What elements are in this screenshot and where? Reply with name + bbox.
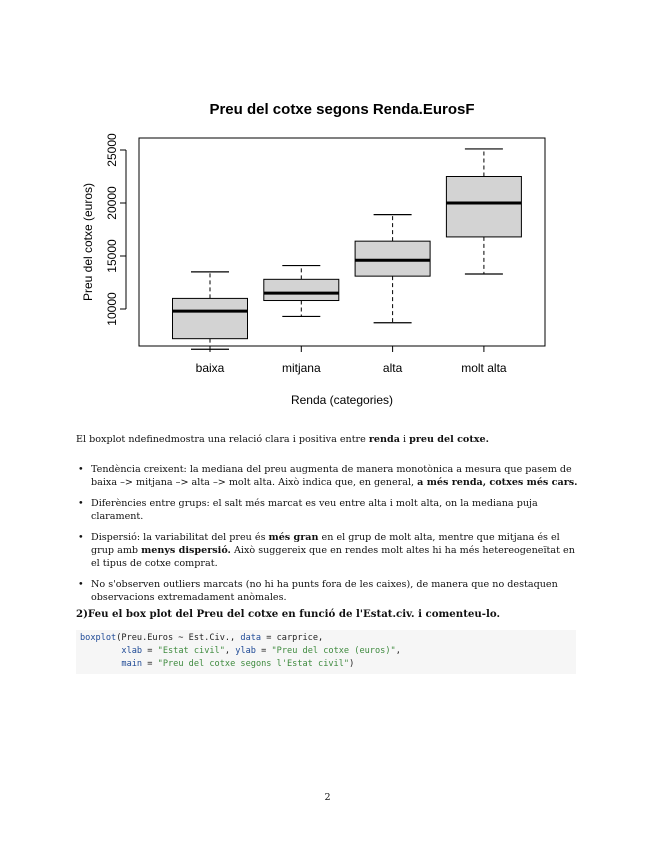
- code-indent: [80, 646, 121, 656]
- code-text: =: [142, 646, 158, 656]
- box-molt-alta: [446, 177, 521, 237]
- bullet-3-suffix: Això suggereix que en rendes molt altes hi ha més hetereogeneïtat en el tipus de cotxe comprat.: [91, 545, 575, 569]
- x-tick-label: molt alta: [461, 361, 507, 375]
- code-text: = carprice,: [261, 633, 324, 643]
- bullet-3-bold-1: més gran: [268, 532, 319, 543]
- code-text: =: [255, 646, 272, 656]
- code-text: =: [142, 659, 158, 669]
- bullet-marker: •: [78, 464, 84, 475]
- boxplot-chart: [0, 0, 655, 420]
- code-line-3: [80, 658, 576, 671]
- code-arg: main: [121, 659, 143, 669]
- intro-bold-renda: renda: [368, 434, 400, 445]
- boxplot-figure: [0, 0, 655, 420]
- intro-prefix: El boxplot ndefinedmostra una relació clara i positiva entre: [76, 434, 369, 445]
- code-text: ): [349, 659, 355, 669]
- chart-title: Preu del cotxe segons Renda.EurosF: [209, 101, 475, 118]
- code-indent: [80, 659, 121, 669]
- code-text: ,: [224, 646, 236, 656]
- code-string: "Preu del cotxe (euros)": [271, 646, 396, 656]
- code-string: "Estat civil": [157, 646, 225, 656]
- bullet-3-bold-2: menys dispersió.: [141, 545, 231, 556]
- code-text: ,: [395, 646, 401, 656]
- intro-bold-preu: preu del cotxe.: [409, 434, 489, 445]
- bullet-marker: •: [78, 532, 84, 543]
- bullet-2-text: Diferències entre grups: el salt més marcat es veu entre alta i molt alta, on la mediana puja clarament.: [91, 498, 538, 522]
- bullet-4-text: No s'observen outliers marcats (no hi ha punts fora de les caixes), de manera que no destaquen observacions extremadament anòmales.: [91, 579, 558, 603]
- bullet-marker: •: [78, 498, 84, 509]
- list-item: [76, 463, 580, 489]
- y-tick-label: 15000: [105, 239, 119, 273]
- x-tick-label: mitjana: [281, 361, 321, 375]
- y-tick-label: 10000: [105, 292, 119, 326]
- y-axis-label: Preu del cotxe (euros): [81, 182, 95, 302]
- code-arg: ylab: [235, 646, 256, 656]
- bullet-3-mid: en el grup de molt alta, mentre que mitjana és el grup amb: [91, 532, 560, 556]
- x-tick-label: alta: [382, 361, 403, 375]
- code-arg: xlab: [121, 646, 143, 656]
- code-block: [76, 630, 576, 674]
- intro-paragraph: [76, 433, 580, 446]
- section-heading: 2)Feu el box plot del Preu del cotxe en funció de l'Estat.civ. i comenteu-lo.: [76, 608, 501, 620]
- list-item: [76, 497, 580, 523]
- bullet-marker: •: [78, 579, 84, 590]
- bullet-3-prefix: Dispersió: la variabilitat del preu és: [91, 532, 269, 543]
- code-line-1: [80, 632, 576, 645]
- list-item: [76, 578, 580, 604]
- code-string: "Preu del cotxe segons l'Estat civil": [157, 659, 350, 669]
- y-tick-label: 25000: [105, 133, 119, 167]
- y-tick-label: 20000: [105, 186, 119, 220]
- bullet-list: [76, 463, 580, 612]
- code-arg: data: [240, 633, 262, 643]
- intro-mid: i: [399, 434, 410, 445]
- code-line-2: [80, 645, 576, 658]
- box-alta: [355, 241, 430, 276]
- page-number: 2: [324, 792, 331, 803]
- bullet-1-text: Tendència creixent: la mediana del preu augmenta de manera monotònica a mesura que pasem de baixa –> mitjana –> alta –> molt alta. Això indica que, en general,: [91, 464, 572, 488]
- code-text: (Preu.Euros ~ Est.Civ.,: [116, 633, 241, 643]
- code-function: boxplot: [80, 633, 117, 643]
- x-axis-label: Renda (categories): [290, 393, 394, 407]
- box-mitjana: [264, 279, 339, 300]
- box-baixa: [173, 298, 248, 338]
- x-tick-label: baixa: [195, 361, 225, 375]
- bullet-1-bold: a més renda, cotxes més cars.: [417, 477, 578, 488]
- list-item: [76, 531, 580, 570]
